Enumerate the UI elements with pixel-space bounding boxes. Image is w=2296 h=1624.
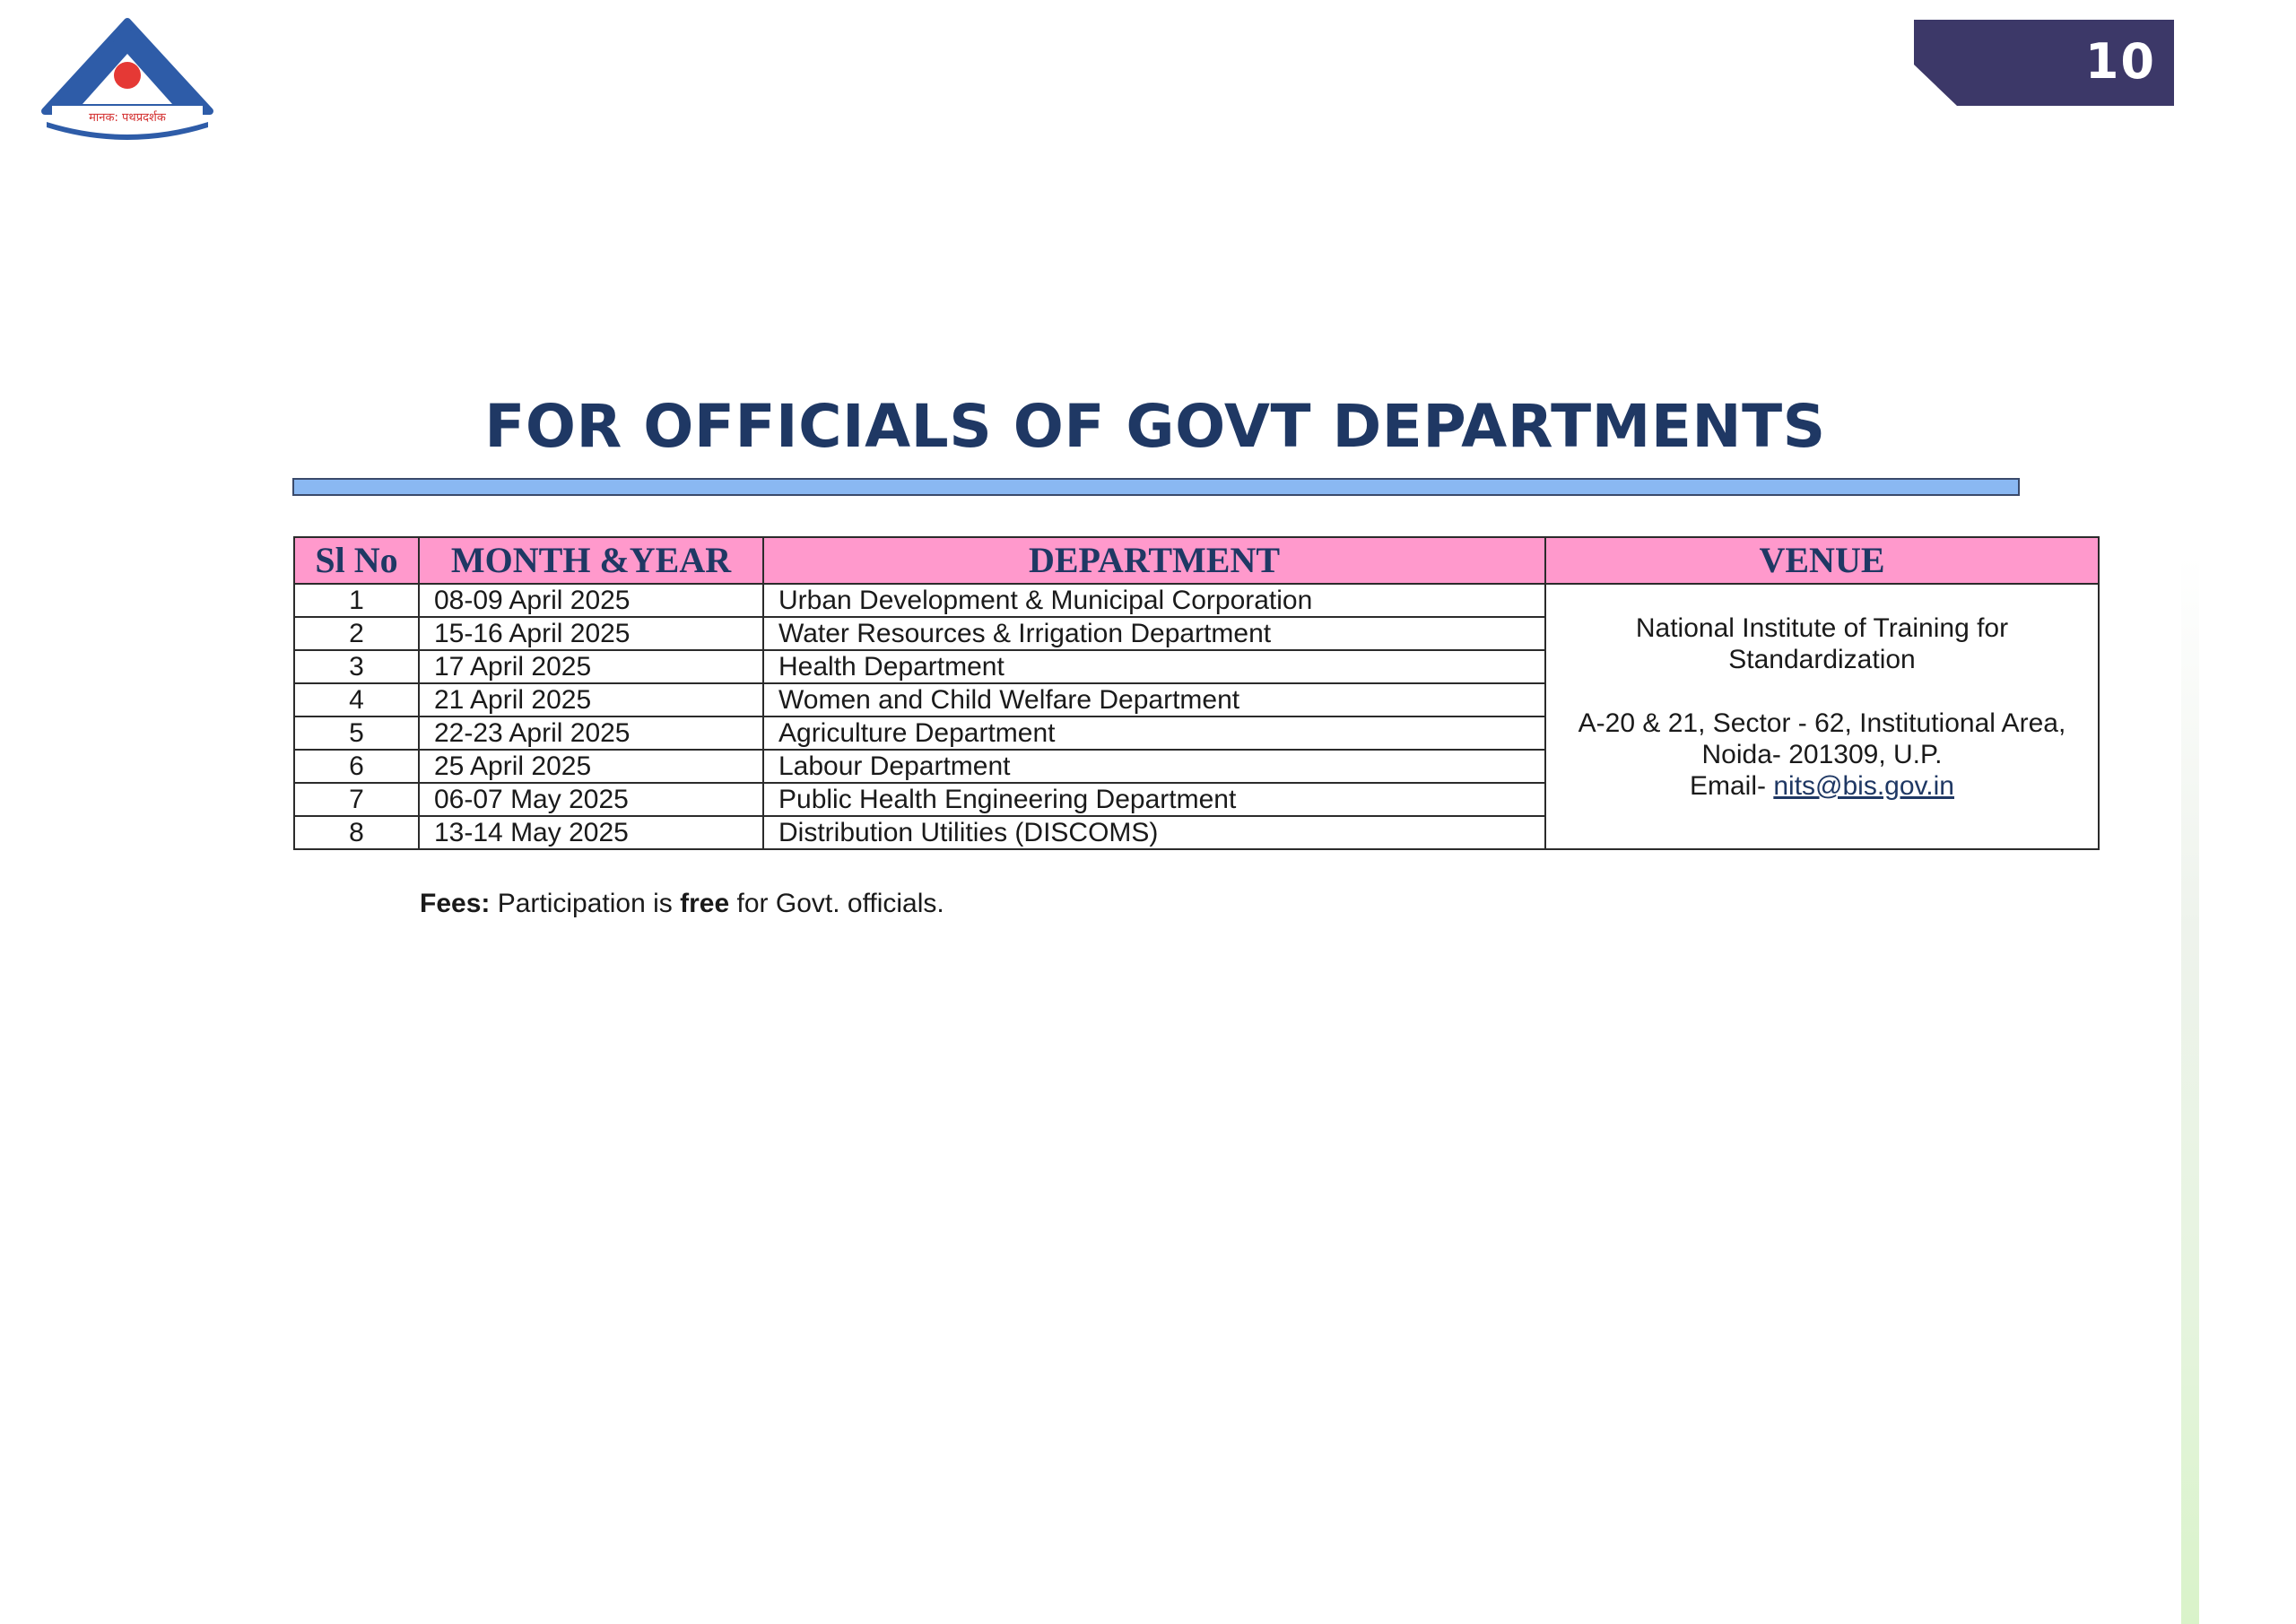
logo-caption: मानक: पथप्रदर्शक	[89, 111, 166, 125]
page-edge-strip	[2181, 556, 2199, 1624]
page-title: FOR OFFICIALS OF GOVT DEPARTMENTS	[484, 392, 1826, 461]
venue-institute-line: National Institute of Training for	[1635, 613, 2009, 643]
fees-label: Fees:	[420, 889, 491, 918]
table-row	[294, 584, 2099, 617]
venue-spacer	[1546, 675, 2098, 708]
header-sl-no: Sl No	[294, 537, 419, 584]
cell-department: Agriculture Department	[763, 716, 1545, 750]
cell-date: 13-14 May 2025	[419, 816, 763, 849]
cell-date: 08-09 April 2025	[419, 584, 763, 617]
cell-department: Health Department	[763, 650, 1545, 683]
cell-department: Women and Child Welfare Department	[763, 683, 1545, 716]
title-underline-bar	[292, 478, 2020, 496]
cell-date: 21 April 2025	[419, 683, 763, 716]
header-month-year: MONTH &YEAR	[419, 537, 763, 584]
cell-department: Distribution Utilities (DISCOMS)	[763, 816, 1545, 849]
page-number-tab	[1914, 20, 2174, 106]
header-department: DEPARTMENT	[763, 537, 1545, 584]
cell-date: 06-07 May 2025	[419, 783, 763, 816]
fees-text-after: for Govt. officials.	[729, 889, 944, 918]
fees-note	[420, 886, 944, 922]
cell-sl: 3	[294, 650, 419, 683]
cell-department: Water Resources & Irrigation Department	[763, 617, 1545, 650]
cell-date: 22-23 April 2025	[419, 716, 763, 750]
venue-email-prefix: Email-	[1690, 771, 1774, 801]
cell-sl: 4	[294, 683, 419, 716]
venue-institute-line-2: Standardization	[1728, 645, 1916, 674]
cell-date: 17 April 2025	[419, 650, 763, 683]
cell-date: 25 April 2025	[419, 750, 763, 783]
venue-email-link[interactable]: nits@bis.gov.in	[1773, 771, 1954, 801]
cell-department: Public Health Engineering Department	[763, 783, 1545, 816]
cell-sl: 5	[294, 716, 419, 750]
venue-address-line: A-20 & 21, Sector - 62, Institutional Area,	[1578, 708, 2066, 738]
cell-sl: 2	[294, 617, 419, 650]
cell-sl: 8	[294, 816, 419, 849]
fees-emphasis: free	[680, 889, 730, 918]
cell-sl: 6	[294, 750, 419, 783]
table-header-row	[294, 537, 2099, 584]
venue-email-line	[1546, 770, 2098, 802]
cell-department: Urban Development & Municipal Corporation	[763, 584, 1545, 617]
cell-venue	[1545, 584, 2099, 849]
bis-logo	[39, 18, 215, 140]
training-schedule-table	[293, 536, 2100, 850]
fees-text-before: Participation is	[490, 889, 681, 918]
cell-sl: 1	[294, 584, 419, 617]
cell-sl: 7	[294, 783, 419, 816]
venue-address-line-2: Noida- 201309, U.P.	[1701, 740, 1943, 769]
cell-department: Labour Department	[763, 750, 1545, 783]
cell-date: 15-16 April 2025	[419, 617, 763, 650]
page-number: 10	[2084, 33, 2156, 90]
header-venue: VENUE	[1545, 537, 2099, 584]
